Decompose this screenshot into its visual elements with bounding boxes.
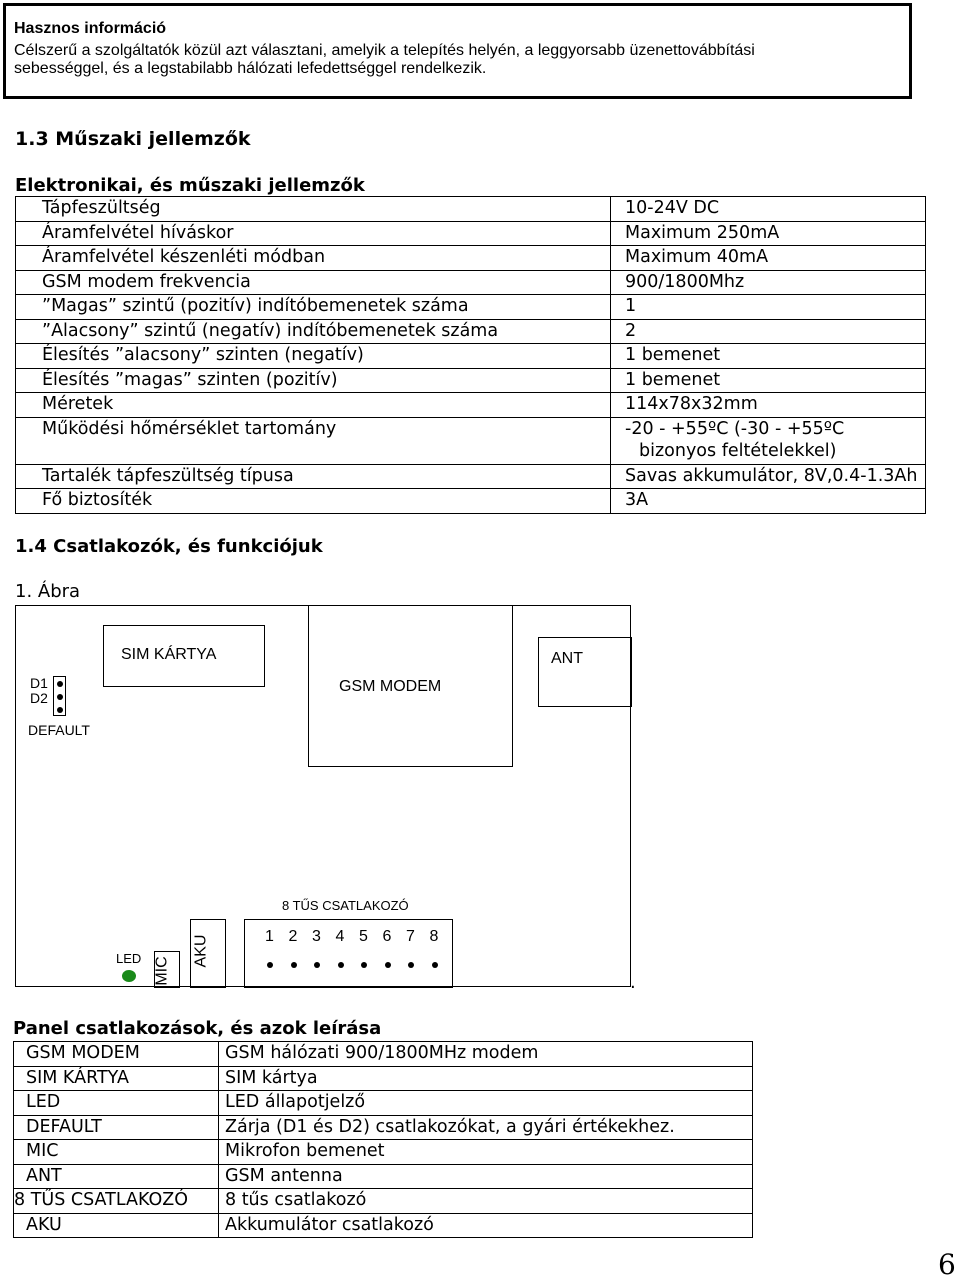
gsm-modem-box [308, 605, 513, 767]
mic-box [154, 951, 180, 988]
panel-row [14, 1140, 753, 1165]
pin-dot [267, 962, 273, 968]
spec-key: Fő biztosíték [16, 489, 611, 514]
spec-key: GSM modem frekvencia [16, 270, 611, 295]
panel-title: Panel csatlakozások, és azok leírása [13, 1018, 382, 1039]
panel-key: ANT [14, 1164, 219, 1189]
pin-dot [361, 962, 367, 968]
panel-value: SIM kártya [219, 1066, 753, 1091]
section-14-title: 1.4 Csatlakozók, és funkciójuk [15, 536, 323, 557]
spec-table [15, 196, 926, 514]
spec-key: Tápfeszültség [16, 197, 611, 222]
pin-number: 7 [406, 928, 415, 945]
info-box-title: Hasznos információ [14, 20, 167, 37]
panel-row [14, 1189, 753, 1214]
panel-row [14, 1091, 753, 1116]
spec-key: ”Magas” szintű (pozitív) indítóbemenetek száma [16, 295, 611, 320]
spec-row [16, 344, 926, 369]
pin-header-label: 8 TŰS CSATLAKOZÓ [282, 898, 409, 913]
panel-value: Zárja (D1 és D2) csatlakozókat, a gyári értékekhez. [219, 1115, 753, 1140]
spec-key: Áramfelvétel híváskor [16, 221, 611, 246]
panel-row [14, 1213, 753, 1238]
default-label: DEFAULT [28, 722, 90, 738]
spec-value: 10-24V DC [611, 197, 926, 222]
spec-key: Áramfelvétel készenléti módban [16, 246, 611, 271]
panel-value: Akkumulátor csatlakozó [219, 1213, 753, 1238]
spec-key: ”Alacsony” szintű (negatív) indítóbemenetek száma [16, 319, 611, 344]
sim-card-box [103, 625, 265, 687]
pin-dot [432, 962, 438, 968]
panel-value: Mikrofon bemenet [219, 1140, 753, 1165]
pin-number: 8 [429, 928, 439, 945]
spec-value: 1 [611, 295, 926, 320]
panel-row [14, 1042, 753, 1067]
spec-row [16, 368, 926, 393]
ant-box [538, 637, 632, 707]
pin-number: 1 [265, 928, 274, 945]
panel-key: MIC [14, 1140, 219, 1165]
panel-table [13, 1041, 753, 1238]
page-number: 6 [938, 1248, 956, 1281]
spec-value: 1 bemenet [611, 344, 926, 369]
panel-value: GSM hálózati 900/1800MHz modem [219, 1042, 753, 1067]
d1-label: D1 [30, 675, 48, 691]
spec-row [16, 197, 926, 222]
default-jumper [53, 676, 66, 716]
panel-value: GSM antenna [219, 1164, 753, 1189]
spec-key: Méretek [16, 393, 611, 418]
panel-key: GSM MODEM [14, 1042, 219, 1067]
spec-value-line-1: -20 - +55ºC (-30 - +55ºC [625, 418, 845, 439]
spec-key: Élesítés ”magas” szinten (pozitív) [16, 368, 611, 393]
section-13-subtitle: Elektronikai, és műszaki jellemzők [15, 175, 365, 196]
d2-label: D2 [30, 690, 48, 706]
spec-row [16, 295, 926, 320]
spec-row [16, 489, 926, 514]
panel-row [14, 1115, 753, 1140]
sim-card-label: SIM KÁRTYA [121, 646, 217, 663]
spec-row [16, 221, 926, 246]
spec-value: 3A [611, 489, 926, 514]
panel-row [14, 1164, 753, 1189]
spec-value: Maximum 250mA [611, 221, 926, 246]
spec-key: Élesítés ”alacsony” szinten (negatív) [16, 344, 611, 369]
trailing-dot: . [630, 972, 636, 993]
pin-dot [291, 962, 297, 968]
pin-number: 2 [288, 928, 298, 945]
mic-label: MIC [153, 956, 171, 986]
pin-dot [385, 962, 391, 968]
gsm-modem-label: GSM MODEM [339, 678, 442, 695]
panel-key: SIM KÁRTYA [14, 1066, 219, 1091]
panel-key: DEFAULT [14, 1115, 219, 1140]
spec-value: 900/1800Mhz [611, 270, 926, 295]
led-label: LED [116, 951, 142, 966]
panel-value: LED állapotjelző [219, 1091, 753, 1116]
figure-caption: 1. Ábra [15, 581, 81, 602]
spec-value: 114x78x32mm [611, 393, 926, 418]
pin-header-box [244, 919, 453, 988]
spec-key: Tartalék tápfeszültség típusa [16, 464, 611, 489]
connector-diagram [15, 605, 631, 987]
led-indicator [122, 970, 136, 982]
section-13-title: 1.3 Műszaki jellemzők [15, 128, 251, 150]
spec-row [16, 464, 926, 489]
pin-number: 3 [312, 928, 321, 945]
spec-row [16, 246, 926, 271]
spec-value-line-2: bizonyos feltételekkel) [639, 440, 837, 461]
info-box-line-2: sebességgel, és a legstabilabb hálózati lefedettséggel rendelkezik. [14, 60, 487, 77]
jumper-pin-1 [57, 681, 63, 687]
info-box-line-1: Célszerű a szolgáltatók közül azt választani, amelyik a telepítés helyén, a leggyorsabb üzenettovábbítási [14, 42, 755, 59]
spec-value: 1 bemenet [611, 368, 926, 393]
pin-dot [314, 962, 320, 968]
aku-label: AKU [192, 934, 210, 968]
panel-row [14, 1066, 753, 1091]
panel-key: AKU [14, 1213, 219, 1238]
pin-number: 4 [335, 928, 345, 945]
jumper-pin-3 [57, 707, 63, 713]
spec-key: Működési hőmérséklet tartomány [16, 417, 611, 464]
panel-key: 8 TŰS CSATLAKOZÓ [14, 1189, 219, 1214]
jumper-pin-2 [57, 694, 63, 700]
spec-row [16, 393, 926, 418]
aku-box [190, 919, 226, 988]
pin-dot [408, 962, 414, 968]
spec-value [611, 417, 926, 464]
info-box [3, 3, 912, 99]
pin-number: 6 [382, 928, 392, 945]
spec-row [16, 270, 926, 295]
panel-key: LED [14, 1091, 219, 1116]
spec-row [16, 319, 926, 344]
panel-value: 8 tűs csatlakozó [219, 1189, 753, 1214]
pin-number: 5 [359, 928, 368, 945]
spec-row [16, 417, 926, 464]
spec-value: Maximum 40mA [611, 246, 926, 271]
spec-value: 2 [611, 319, 926, 344]
pin-dot [338, 962, 344, 968]
spec-value: Savas akkumulátor, 8V,0.4-1.3Ah [611, 464, 926, 489]
ant-label: ANT [551, 650, 583, 667]
